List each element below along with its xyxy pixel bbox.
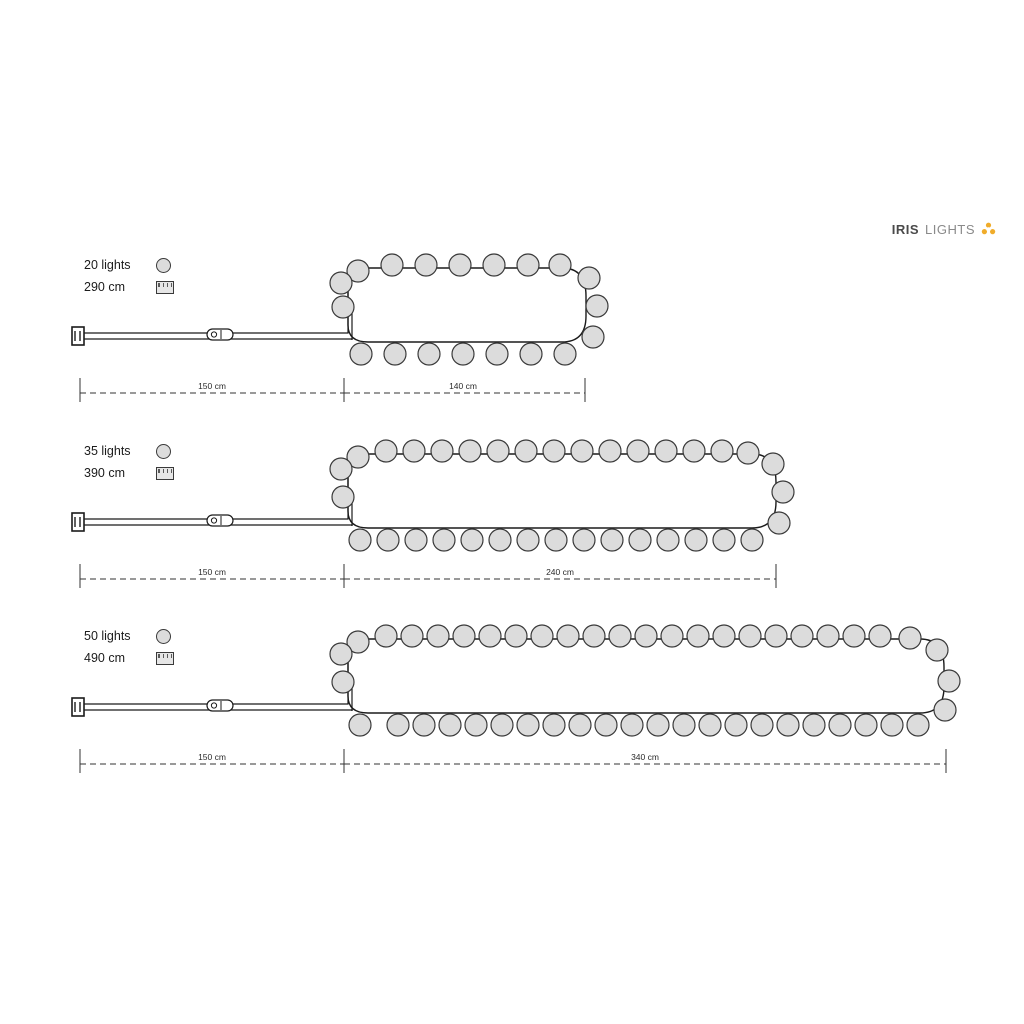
variant-35-drawing [72, 440, 794, 588]
brand-name-light: LIGHTS [925, 222, 975, 237]
plug-icon [72, 327, 84, 345]
plug-icon [72, 698, 84, 716]
cable-dimension-label: 150 cm [194, 752, 230, 762]
inline-switch-icon [207, 329, 233, 340]
bulb-group [330, 625, 960, 736]
dimension-line-group [80, 564, 776, 588]
length-label: 490 cm [84, 651, 125, 665]
string-dimension-label: 240 cm [542, 567, 578, 577]
cable-dimension-label: 150 cm [194, 381, 230, 391]
lights-count-label: 20 lights [84, 258, 131, 272]
bulb-group [330, 440, 794, 551]
brand-name-bold: IRIS [891, 222, 920, 237]
lights-count-label: 35 lights [84, 444, 131, 458]
dimension-line-group [80, 749, 946, 773]
plug-icon [72, 513, 84, 531]
length-label: 290 cm [84, 280, 125, 294]
variant-20-drawing [72, 254, 608, 402]
cable-dimension-label: 150 cm [194, 567, 230, 577]
variant-50-drawing [72, 625, 960, 773]
string-dimension-label: 140 cm [445, 381, 481, 391]
inline-switch-icon [207, 700, 233, 711]
inline-switch-icon [207, 515, 233, 526]
lights-count-label: 50 lights [84, 629, 131, 643]
bulb-group [330, 254, 608, 365]
length-label: 390 cm [84, 466, 125, 480]
string-dimension-label: 340 cm [627, 752, 663, 762]
dimension-line-group [80, 378, 585, 402]
